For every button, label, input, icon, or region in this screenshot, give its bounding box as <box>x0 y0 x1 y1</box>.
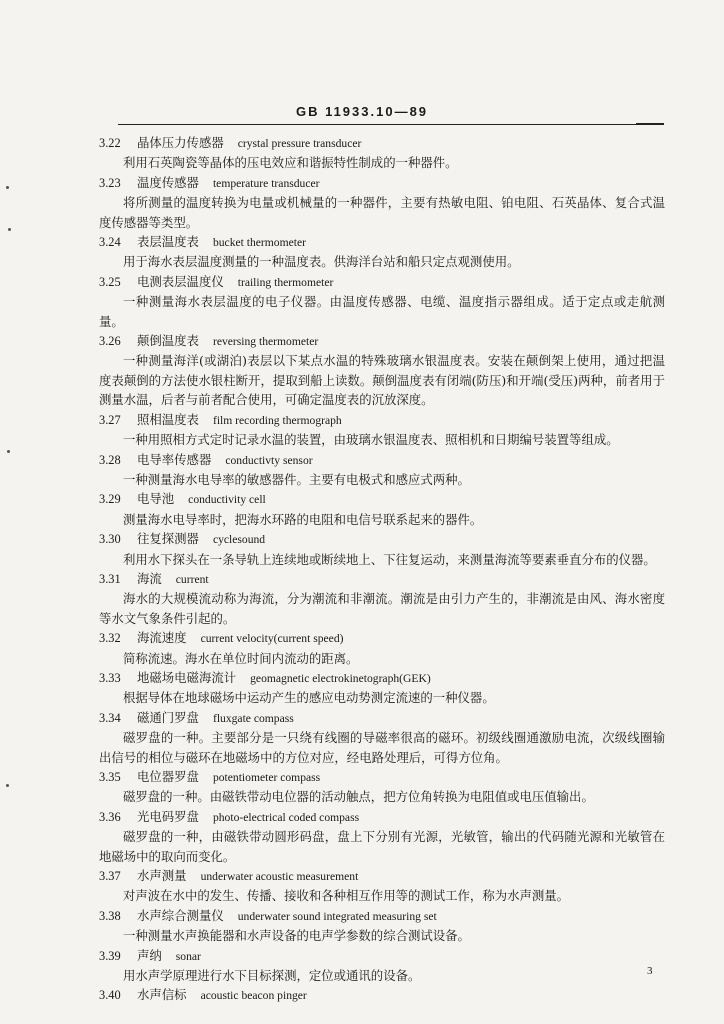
term-heading <box>99 232 665 252</box>
page-number: 3 <box>647 965 653 977</box>
term-heading <box>99 529 665 549</box>
term-number: 3.22 <box>99 136 121 150</box>
term-definition: 简称流速。海水在单位时间内流动的距离。 <box>123 650 359 666</box>
term-heading <box>99 708 665 728</box>
term-heading <box>99 946 665 966</box>
term-definition: 测量海水电导率时，把海水环路的电阻和电信号联系起来的器件。 <box>123 511 483 527</box>
term-heading <box>99 569 665 589</box>
term-number: 3.29 <box>99 492 121 507</box>
header-rule <box>118 124 658 125</box>
scan-speck <box>8 228 11 231</box>
term-definition: 一种测量海水表层温度的电子仪器。由温度传感器、电缆、温度指示器组成。适于定点或走航测量。 <box>99 294 665 329</box>
term-english: film recording thermograph <box>212 413 342 427</box>
term-number: 3.34 <box>99 710 121 725</box>
header-rule-tip <box>636 123 664 125</box>
term-chinese: 海流 <box>137 570 162 586</box>
term-definition: 利用石英陶瓷等晶体的压电效应和谐振特性制成的一种器件。 <box>123 155 458 171</box>
term-number: 3.36 <box>99 809 121 824</box>
document-header: GB 11933.10—89 <box>295 104 429 119</box>
term-heading <box>99 628 665 648</box>
term-number: 3.23 <box>99 175 121 190</box>
term-english: conductivity cell <box>188 493 266 507</box>
term-chinese: 电导池 <box>137 491 175 507</box>
term-chinese: 地磁场电磁海流计 <box>137 669 237 685</box>
term-definition: 海水的大规模流动称为海流，分为潮流和非潮流。潮流是由引力产生的，非潮流是由风、海水密度等水文气象条件引起的。 <box>99 591 665 626</box>
term-chinese: 水声测量 <box>137 868 187 884</box>
term-english: trailing thermometer <box>237 275 334 289</box>
term-number: 3.27 <box>99 412 121 427</box>
scan-speck <box>6 186 9 189</box>
term-definition: 一种测量海洋(或湖泊)表层以下某点水温的特殊玻璃水银温度表。安装在颠倒架上使用，通过把温度表颠倒的方法使水银柱断开，提取到船上读数。颠倒温度表有闭端(防压)和开端(受压)两种，前者用于测量水温，后者与前者配合使用，可确定温度表的沉放深度。 <box>99 353 665 408</box>
term-number: 3.32 <box>99 631 121 646</box>
term-english: sonar <box>175 949 201 963</box>
term-definition: 将所测量的温度转换为电量或机械量的一种器件，主要有热敏电阻、铂电阻、石英晶体、复合式温度传感器等类型。 <box>99 195 665 230</box>
term-heading <box>99 173 665 193</box>
term-heading <box>99 807 665 827</box>
term-heading <box>99 331 665 351</box>
term-definition: 磁罗盘的一种，由磁铁带动圆形码盘，盘上下分别有光源，光敏管，输出的代码随光源和光敏管在地磁场中的取向而变化。 <box>99 829 665 864</box>
term-number: 3.30 <box>99 532 121 547</box>
term-number: 3.37 <box>99 869 121 884</box>
term-number: 3.31 <box>99 571 121 586</box>
term-chinese: 声纳 <box>137 947 162 963</box>
term-number: 3.24 <box>99 235 121 250</box>
term-english: acoustic beacon pinger <box>200 989 307 1003</box>
term-chinese: 磁通门罗盘 <box>137 709 199 725</box>
term-english: temperature transducer <box>212 176 320 190</box>
term-chinese: 温度传感器 <box>137 174 199 190</box>
term-chinese: 晶体压力传感器 <box>137 135 224 150</box>
term-number: 3.28 <box>99 452 121 467</box>
term-heading <box>99 866 665 886</box>
term-english: underwater sound integrated measuring set <box>237 909 437 923</box>
term-definition: 一种测量水声换能器和水声设备的电声学参数的综合测试设备。 <box>123 928 470 944</box>
term-chinese: 照相温度表 <box>137 411 199 427</box>
term-heading <box>99 906 665 926</box>
term-english: bucket thermometer <box>212 236 306 250</box>
term-number: 3.39 <box>99 948 121 963</box>
term-chinese: 水声综合测量仪 <box>137 907 224 923</box>
term-chinese: 往复探测器 <box>137 531 199 547</box>
term-english: cyclesound <box>212 533 266 547</box>
term-definition: 用于海水表层温度测量的一种温度表。供海洋台站和船只定点观测使用。 <box>123 254 520 270</box>
term-heading <box>99 985 665 1005</box>
term-heading <box>99 450 665 470</box>
term-english: current <box>175 572 209 586</box>
term-number: 3.25 <box>99 274 121 289</box>
term-chinese: 光电码罗盘 <box>137 808 199 824</box>
term-english: conductivty sensor <box>225 453 313 467</box>
term-definition: 一种用照相方式定时记录水温的装置，由玻璃水银温度表、照相机和日期编号装置等组成。 <box>123 432 619 448</box>
term-list <box>99 133 665 1006</box>
term-heading <box>99 767 665 787</box>
term-english: potentiometer compass <box>212 771 321 784</box>
term-chinese: 水声信标 <box>137 987 187 1003</box>
term-number: 3.26 <box>99 334 121 349</box>
term-chinese: 海流速度 <box>137 630 187 646</box>
term-definition: 对声波在水中的发生、传播、接收和各种相互作用等的测试工作，称为水声测量。 <box>123 888 570 904</box>
term-english: current velocity(current speed) <box>200 632 344 646</box>
term-chinese: 颠倒温度表 <box>137 333 199 349</box>
term-english: fluxgate compass <box>212 711 294 725</box>
term-chinese: 电导率传感器 <box>137 451 212 467</box>
term-definition: 一种测量海水电导率的敏感器件。主要有电极式和感应式两种。 <box>123 471 470 487</box>
term-chinese: 电测表层温度仪 <box>137 273 224 289</box>
term-english: reversing thermometer <box>212 335 319 349</box>
term-heading <box>99 489 665 509</box>
term-chinese: 电位器罗盘 <box>137 769 199 784</box>
term-heading <box>99 133 665 153</box>
term-english: crystal pressure transducer <box>237 137 362 150</box>
term-number: 3.38 <box>99 908 121 923</box>
term-heading <box>99 272 665 292</box>
term-english: photo-electrical coded compass <box>212 810 360 824</box>
scan-speck <box>7 450 10 453</box>
term-definition: 利用水下探头在一条导轨上连续地或断续地上、下往复运动，来测量海流等要素垂直分布的仪器。 <box>123 551 656 567</box>
term-english: geomagnetic electrokinetograph(GEK) <box>250 671 431 685</box>
term-chinese: 表层温度表 <box>137 234 199 250</box>
term-number: 3.40 <box>99 988 121 1003</box>
term-definition: 根据导体在地球磁场中运动产生的感应电动势测定流速的一种仪器。 <box>123 690 495 706</box>
term-definition: 磁罗盘的一种。由磁铁带动电位器的活动触点，把方位角转换为电阻值或电压值输出。 <box>123 789 594 805</box>
term-heading <box>99 668 665 688</box>
term-definition: 磁罗盘的一种。主要部分是一只绕有线圈的导磁率很高的磁环。初级线圈通激励电流，次级线圈输出信号的相位与磁环在地磁场中的方位对应，经电路处理后，可得方位角。 <box>99 730 665 765</box>
term-number: 3.35 <box>99 770 121 784</box>
scan-speck <box>6 784 9 787</box>
term-definition: 用水声学原理进行水下目标探测，定位或通讯的设备。 <box>123 968 421 984</box>
term-number: 3.33 <box>99 670 121 685</box>
term-english: underwater acoustic measurement <box>200 870 359 884</box>
term-heading <box>99 410 665 430</box>
